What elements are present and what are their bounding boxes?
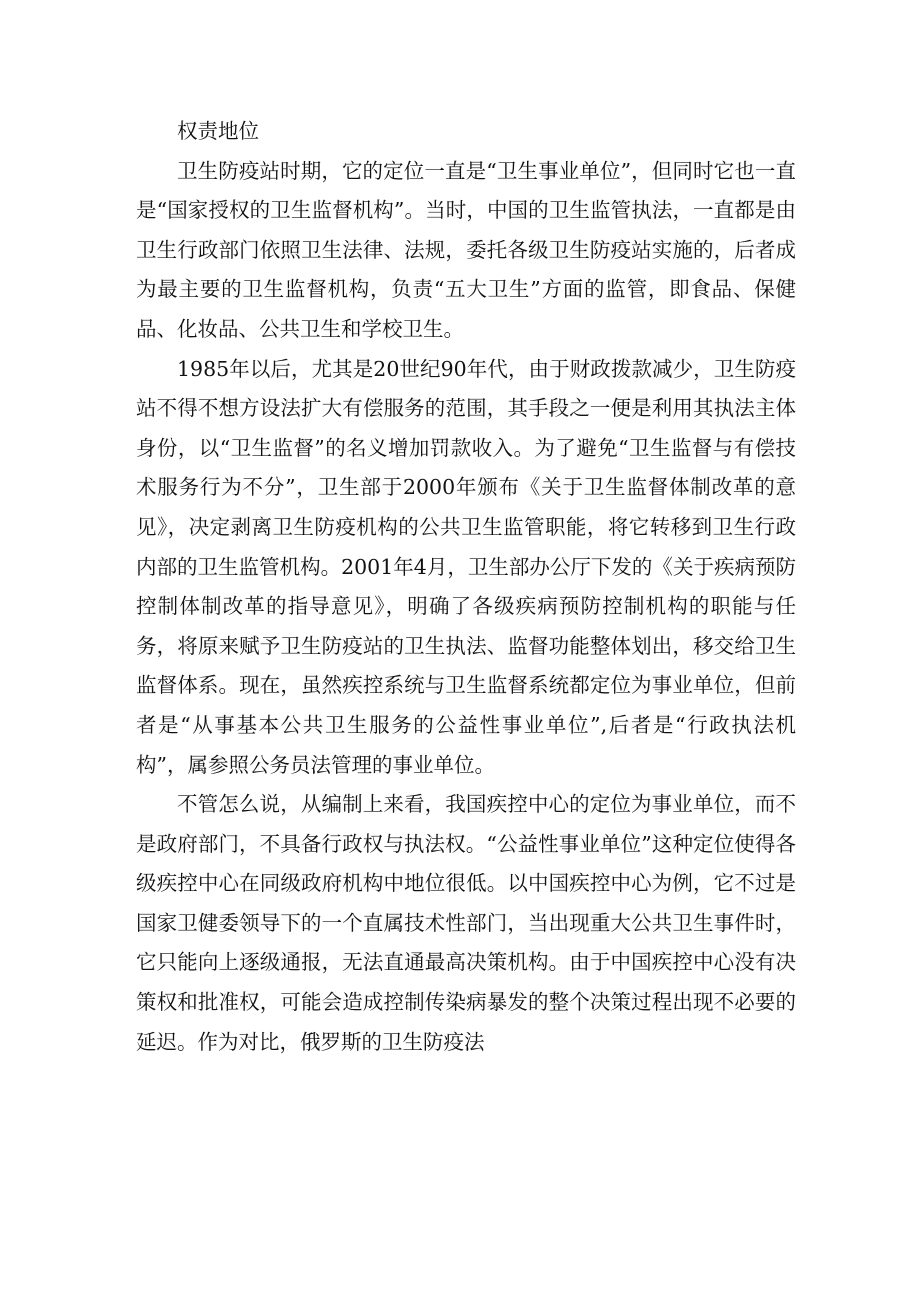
paragraph-3: 不管怎么说，从编制上来看，我国疾控中心的定位为事业单位，而不是政府部门，不具备行政权与执法权。“公益性事业单位”这种定位使得各级疾控中心在同级政府机构中地位很低。以中国疾控中心为例，它不过是国家卫健委领导下的一个直属技术性部门，当出现重大公共卫生事件时，它只能向上逐级通报，无法直通最高决策机构。由于中国疾控中心没有决策权和批准权，可能会造成控制传染病暴发的整个决策过程出现不必要的延迟。作为对比，俄罗斯的卫生防疫法	[136, 792, 796, 1054]
paragraph-1: 卫生防疫站时期，它的定位一直是“卫生事业单位”，但同时它也一直是“国家授权的卫生监督机构”。当时，中国的卫生监管执法，一直都是由卫生行政部门依照卫生法律、法规，委托各级卫生防疫站实施的，后者成为最主要的卫生监督机构，负责“五大卫生”方面的监管，即食品、保健品、化妆品、公共卫生和学校卫生。	[136, 158, 796, 341]
paragraph-2: 1985年以后，尤其是20世纪90年代，由于财政拨款减少，卫生防疫站不得不想方设法扩大有偿服务的范围，其手段之一便是利用其执法主体身份，以“卫生监督”的名义增加罚款收入。为了避免“卫生监督与有偿技术服务行为不分”，卫生部于2000年颁布《关于卫生监督体制改革的意见》，决定剥离卫生防疫机构的公共卫生监管职能，将它转移到卫生行政内部的卫生监管机构。2001年4月，卫生部办公厅下发的《关于疾病预防控制体制改革的指导意见》，明确了各级疾病预防控制机构的职能与任务，将原来赋予卫生防疫站的卫生执法、监督功能整体划出，移交给卫生监督体系。现在，虽然疾控系统与卫生监督系统都定位为事业单位，但前者是“从事基本公共卫生服务的公益性事业单位”,后者是“行政执法机构”，属参照公务员法管理的事业单位。	[136, 356, 796, 777]
document-body	[136, 112, 796, 1062]
section-heading: 权责地位	[177, 119, 259, 143]
